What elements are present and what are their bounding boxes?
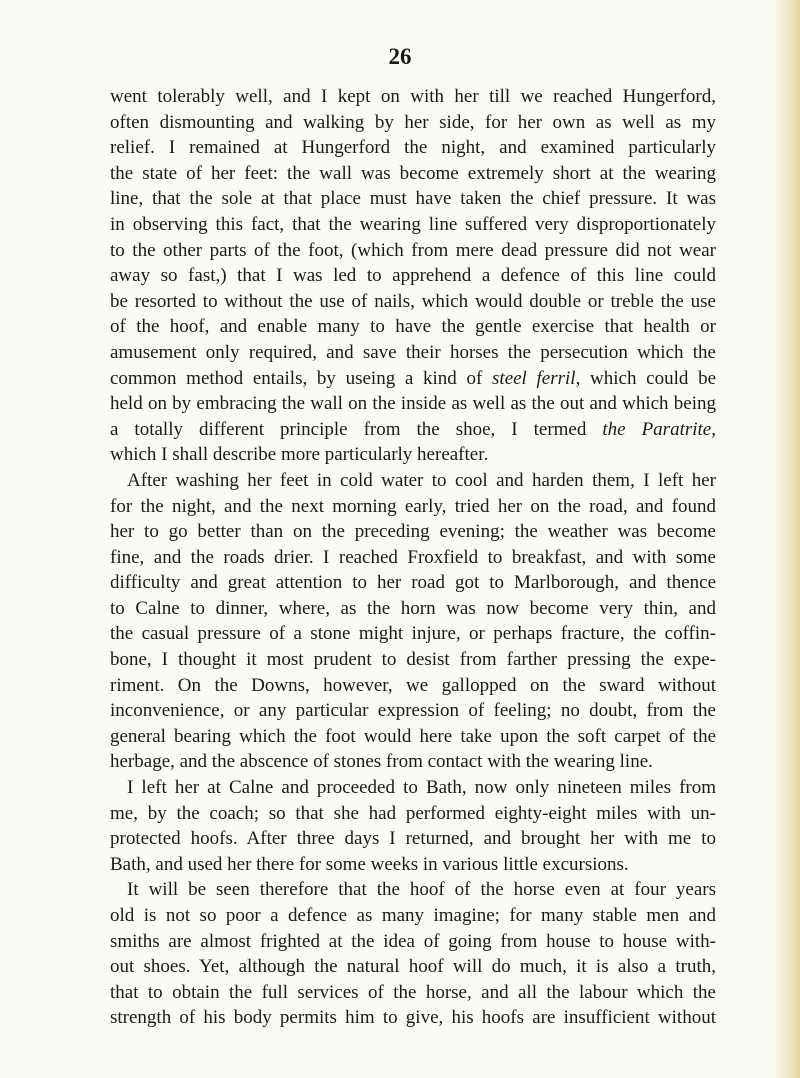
text-line: of the hoof, and enable many to have the gentle exercise that health or bbox=[110, 316, 716, 338]
text-line: away so fast,) that I was led to apprehend a defence of this line could bbox=[110, 265, 716, 287]
page-edge-shadow bbox=[774, 0, 800, 1078]
italic-term: the Paratrite bbox=[602, 418, 712, 440]
text-line bbox=[110, 417, 716, 443]
text-line: Bath, and used her there for some weeks in various little excursions. bbox=[110, 853, 629, 875]
text-line: to Calne to dinner, where, as the horn was now become very thin, and bbox=[110, 597, 716, 619]
text-line: to the other parts of the foot, (which from mere dead pressure did not wear bbox=[110, 239, 716, 261]
text-line: riment. On the Downs, however, we gallopped on the sward without bbox=[110, 674, 716, 696]
text-segment: a totally different principle from the shoe, I termed bbox=[110, 418, 603, 440]
text-line: often dismounting and walking by her side, for her own as well as my bbox=[110, 111, 716, 133]
italic-term: steel ferril bbox=[492, 367, 576, 389]
text-line: After washing her feet in cold water to cool and harden them, I left her bbox=[127, 469, 716, 491]
text-line: her to go better than on the preceding evening; the weather was become bbox=[110, 521, 716, 543]
text-segment: , which could be bbox=[575, 367, 716, 389]
text-line: out shoes. Yet, although the natural hoof will do much, it is also a truth, bbox=[110, 956, 716, 978]
text-line: the state of her feet: the wall was become extremely short at the wearing bbox=[110, 162, 716, 184]
text-line: inconvenience, or any particular expression of feeling; no doubt, from the bbox=[110, 700, 716, 722]
text-line: the casual pressure of a stone might injure, or perhaps fracture, the coffin- bbox=[110, 623, 716, 645]
text-line: It will be seen therefore that the hoof of the horse even at four years bbox=[127, 879, 716, 901]
text-line: bone, I thought it most prudent to desist from farther pressing the expe- bbox=[110, 649, 716, 671]
text-line: line, that the sole at that place must have taken the chief pressure. It was bbox=[110, 188, 716, 210]
page-number: 26 bbox=[388, 44, 412, 69]
text-segment: common method entails, by useing a kind of bbox=[110, 367, 493, 389]
text-line: amusement only required, and save their horses the persecution which the bbox=[110, 341, 716, 363]
text-line: strength of his body permits him to give, his hoofs are insufficient without bbox=[110, 1007, 716, 1029]
text-line: I left her at Calne and proceeded to Bath, now only nineteen miles from bbox=[127, 777, 716, 799]
text-segment: , bbox=[711, 418, 716, 440]
text-line: held on by embracing the wall on the inside as well as the out and which being bbox=[110, 393, 716, 415]
text-line: difficulty and great attention to her road got to Marlborough, and thence bbox=[110, 572, 716, 594]
text-line: be resorted to without the use of nails, which would double or treble the use bbox=[110, 290, 716, 312]
text-line bbox=[110, 366, 716, 392]
text-line: me, by the coach; so that she had performed eighty-eight miles with un- bbox=[110, 802, 716, 824]
text-line: fine, and the roads drier. I reached Froxfield to breakfast, and with some bbox=[110, 546, 716, 568]
text-line: general bearing which the foot would here take upon the soft carpet of the bbox=[110, 725, 716, 747]
text-line: in observing this fact, that the wearing line suffered very disproportionately bbox=[110, 213, 716, 235]
text-line: which I shall describe more particularly hereafter. bbox=[110, 444, 489, 466]
text-line: went tolerably well, and I kept on with her till we reached Hungerford, bbox=[110, 86, 716, 107]
text-line: relief. I remained at Hungerford the night, and examined particularly bbox=[110, 137, 716, 159]
text-line: for the night, and the next morning early, tried her on the road, and found bbox=[110, 495, 716, 517]
body-text bbox=[110, 84, 716, 1031]
text-line: herbage, and the abscence of stones from contact with the wearing line. bbox=[110, 751, 653, 773]
text-line: old is not so poor a defence as many imagine; for many stable men and bbox=[110, 905, 716, 926]
text-line: protected hoofs. After three days I returned, and brought her with me to bbox=[110, 828, 716, 850]
text-line: that to obtain the full services of the horse, and all the labour which the bbox=[110, 981, 716, 1003]
text-line: smiths are almost frighted at the idea of going from house to house with- bbox=[110, 930, 716, 952]
